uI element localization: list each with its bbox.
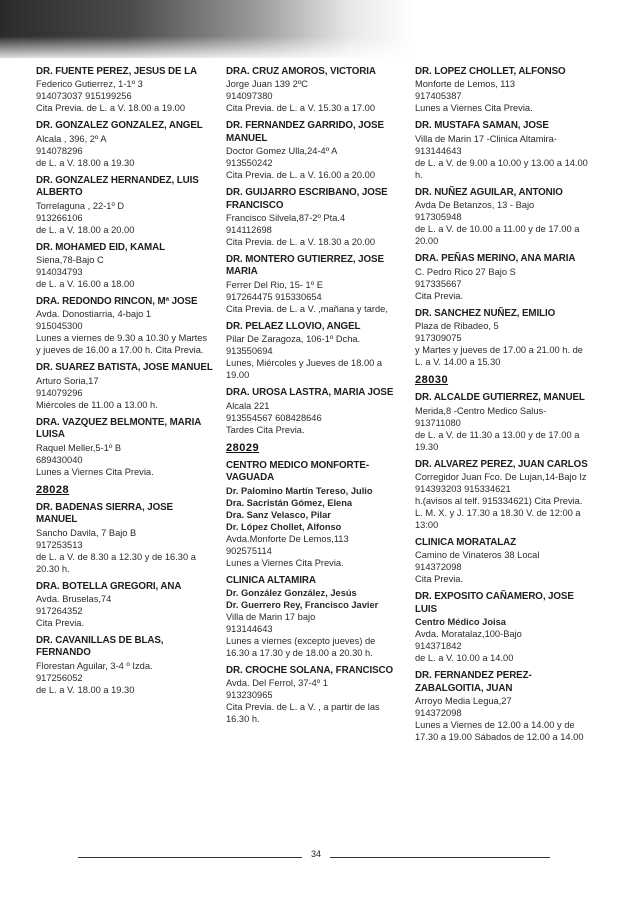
entry-detail-line: 913144643 — [226, 624, 273, 635]
entry-name: DRA. PEÑAS MERINO, ANA MARIA — [415, 253, 576, 265]
entry-name: DRA. VAZQUEZ BELMONTE, MARIA LUISA — [36, 416, 201, 441]
entry-detail-line: Ferrer Del Rio, 15- 1º E — [226, 279, 323, 290]
entry-detail-line: Jorge Juan 139 2ºC — [226, 79, 308, 90]
entry-detail-line: Avda. Bruselas,74 — [36, 594, 112, 605]
entry-detail-line: Avda. Donostiarria, 4-bajo 1 — [36, 309, 152, 320]
entry-detail-line: de L. a V. de 8.30 a 12.30 y de 16.30 a 20.30 h. — [36, 551, 196, 574]
entry-detail-line: 914079296 — [36, 387, 83, 398]
entry-doctor-line: Dr. Palomino Martín Tereso, Julio — [226, 485, 373, 496]
directory-entry — [36, 296, 214, 356]
entry-detail-line: Cita Previa. de L. a V. , a partir de las 16.30 h. — [226, 702, 380, 725]
directory-entry — [36, 417, 214, 478]
directory-entry — [415, 591, 590, 664]
directory-entry — [226, 254, 398, 315]
entry-detail-line: Federico Gutierrez, 1-1º 3 — [36, 79, 143, 90]
header-banner-fade — [0, 36, 638, 62]
directory-entry — [36, 581, 214, 629]
entry-detail-line: Corregidor Juan Fco. De Lujan,14-Bajo Iz — [415, 472, 587, 483]
entry-name: DR. ALCALDE GUTIERREZ, MANUEL — [415, 392, 585, 404]
entry-detail-line: Arroyo Media Legua,27 — [415, 696, 512, 707]
entry-detail-line: 914078296 — [36, 145, 83, 156]
entry-detail-line: 915045300 — [36, 321, 83, 332]
entry-detail-line: 914034793 — [36, 267, 83, 278]
entry-detail-line: Cita Previa. — [36, 618, 85, 629]
entry-doctor-line: Dra. Sanz Velasco, Pilar — [226, 509, 331, 520]
postal-code-heading: 28029 — [226, 441, 260, 454]
directory-entry — [36, 362, 214, 410]
entry-detail-line: de L. a V. de 10.00 a 11.00 y de 17.00 a 20.00 — [415, 224, 580, 247]
directory-entry — [36, 242, 214, 290]
page-number: 34 — [310, 849, 321, 859]
entry-detail-line: 917405387 — [415, 91, 462, 102]
entry-doctor-line: Dr. López Chollet, Alfonso — [226, 521, 342, 532]
directory-entry — [415, 120, 590, 180]
directory-entry — [415, 459, 590, 531]
entry-detail-line: 917305948 — [415, 212, 462, 223]
entry-detail-line: 913550242 — [226, 158, 273, 169]
entry-detail-line: Cita Previa. — [415, 574, 464, 585]
entry-detail-line: Lunes a Viernes Cita Previa. — [226, 557, 344, 568]
entry-detail-line: Siena,78-Bajo C — [36, 255, 104, 266]
entry-detail-line: Miércoles de 11.00 a 13.00 h. — [36, 399, 158, 410]
entry-detail-line: 914372098 — [415, 562, 462, 573]
directory-entry — [415, 537, 590, 585]
entry-name: DR. SANCHEZ NUÑEZ, EMILIO — [415, 307, 556, 319]
entry-detail-line: 913230965 — [226, 690, 273, 701]
entry-name: DR. MONTERO GUTIERREZ, JOSE MARIA — [226, 254, 384, 278]
entry-detail-line: Lunes a viernes (excepto jueves) de 16.30 a 17.30 y de 18.00 a 20.30 h. — [226, 636, 376, 659]
entry-detail-line: Avda. Del Ferrol, 37-4º 1 — [226, 678, 328, 689]
entry-name: DR. MUSTAFA SAMAN, JOSE — [415, 120, 549, 132]
entry-name: DRA. UROSA LASTRA, MARIA JOSE — [226, 387, 394, 399]
column-1 — [36, 66, 214, 702]
entry-name: DR. CAVANILLAS DE BLAS, FERNANDO — [36, 635, 164, 659]
entry-detail-line: Avda. Moratalaz,100-Bajo — [415, 629, 522, 640]
directory-entry — [226, 120, 398, 181]
entry-detail-line: Monforte de Lemos, 113 — [415, 79, 516, 90]
entry-detail-line: 914372098 — [415, 708, 462, 719]
entry-detail-line: 917256052 — [36, 672, 83, 683]
entry-detail-line: Doctor Gomez Ulla,24-4º A — [226, 146, 338, 157]
entry-name: DR. EXPOSITO CAÑAMERO, JOSE LUIS — [415, 591, 574, 615]
entry-name: DR. GONZALEZ GONZALEZ, ANGEL — [36, 120, 203, 132]
postal-code-heading: 28028 — [36, 483, 70, 496]
entry-detail-line: de L. a V. 18.00 a 19.30 — [36, 157, 135, 168]
entry-name: CLINICA ALTAMIRA — [226, 574, 316, 586]
entry-detail-line: 917264352 — [36, 606, 83, 617]
entry-name: DR. LOPEZ CHOLLET, ALFONSO — [415, 66, 566, 77]
directory-entry — [415, 308, 590, 368]
entry-detail-line: Lunes a Viernes Cita Previa. — [36, 466, 154, 477]
entry-detail-line: 913554567 608428646 — [226, 412, 322, 423]
entry-doctor-line: Dra. Sacristán Gómez, Elena — [226, 497, 353, 508]
entry-name: DR. GONZALEZ HERNANDEZ, LUIS ALBERTO — [36, 174, 199, 199]
entry-detail-line: 917264475 915330654 — [226, 291, 322, 302]
entry-detail-line: Plaza de Ribadeo, 5 — [415, 321, 499, 332]
entry-name: DR. SUAREZ BATISTA, JOSE MANUEL — [36, 362, 213, 374]
entry-name: DR. ALVAREZ PEREZ, JUAN CARLOS — [415, 458, 588, 470]
entry-name: DR. MOHAMED EID, KAMAL — [36, 241, 165, 253]
entry-detail-line: 914097380 — [226, 91, 273, 102]
directory-entry — [226, 575, 398, 659]
entry-detail-line: Lunes a Viernes Cita Previa. — [415, 103, 533, 114]
directory-entry — [415, 66, 590, 114]
entry-detail-line: 689430040 — [36, 454, 83, 465]
entry-detail-line: Alcala 221 — [226, 400, 270, 411]
entry-detail-line: Cita Previa. — [415, 290, 464, 301]
entry-detail-line: Cita Previa. de L. a V. 18.30 a 20.00 — [226, 237, 376, 248]
entry-detail-line: 913144643 — [415, 145, 462, 156]
directory-entry — [415, 670, 590, 743]
postal-code-heading: 28030 — [415, 374, 449, 387]
entry-name: DR. PELAEZ LLOVIO, ANGEL — [226, 320, 361, 332]
entry-detail-line: 914112698 — [226, 225, 272, 236]
entry-detail-line: 913550694 — [226, 346, 273, 357]
entry-detail-line: Villa de Marin 17 bajo — [226, 612, 316, 623]
entry-detail-line: 913266106 — [36, 212, 83, 223]
entry-detail-line: 914393203 915334621 — [415, 484, 511, 495]
entry-name: DR. NUÑEZ AGUILAR, ANTONIO — [415, 186, 563, 198]
entry-name: DR. CROCHE SOLANA, FRANCISCO — [226, 665, 394, 677]
column-3 — [415, 66, 590, 749]
entry-name: CENTRO MEDICO MONFORTE-VAGUADA — [226, 459, 370, 484]
entry-detail-line: Arturo Soria,17 — [36, 375, 99, 386]
directory-entry — [36, 502, 214, 575]
entry-detail-line: y Martes y jueves de 17.00 a 21.00 h. de L. a V. 14.00 a 15.30 — [415, 345, 583, 368]
entry-name: DR. BADENAS SIERRA, JOSE MANUEL — [36, 501, 173, 526]
entry-name: DR. FERNANDEZ GARRIDO, JOSE MANUEL — [226, 120, 384, 144]
directory-entry — [36, 635, 214, 696]
entry-detail-line: Cita Previa. de L. a V. 16.00 a 20.00 — [226, 170, 376, 181]
footer-rule-left — [78, 857, 302, 858]
entry-detail-line: Cita Previa. de L. a V. ,mañana y tarde, — [226, 303, 388, 314]
entry-detail-line: Lunes a viernes de 9.30 a 10.30 y Martes y jueves de 16.00 a 17.00 h. Cita Previa. — [36, 333, 208, 356]
column-2 — [226, 66, 398, 731]
entry-detail-line: 913711080 — [415, 417, 461, 428]
entry-detail-line: Avda.Monforte De Lemos,113 — [226, 533, 349, 544]
entry-doctor-line: Centro Médico Joisa — [415, 617, 506, 628]
entry-detail-line: Tardes Cita Previa. — [226, 424, 305, 435]
directory-entry — [226, 460, 398, 569]
entry-detail-line: Lunes a Viernes de 12.00 a 14.00 y de 17.30 a 19.00 Sábados de 12.00 a 14.00 — [415, 720, 584, 743]
directory-entry — [415, 392, 590, 452]
entry-detail-line: Lunes, Miércoles y Jueves de 18.00 a 19.00 — [226, 358, 383, 381]
entry-detail-line: de L. a V. 18.00 a 19.30 — [36, 684, 135, 695]
entry-name: DR. GUIJARRO ESCRIBANO, JOSE FRANCISCO — [226, 187, 388, 211]
entry-detail-line: Merida,8 -Centro Medico Salus- — [415, 405, 547, 416]
directory-entry — [36, 120, 214, 168]
entry-detail-line: Florestan Aguilar, 3-4 º Izda. — [36, 660, 153, 671]
entry-detail-line: 917309075 — [415, 333, 462, 344]
directory-entry — [226, 387, 398, 435]
entry-doctor-line: Dr. González González, Jesús — [226, 588, 357, 599]
entry-name: DR. FUENTE PEREZ, JESUS DE LA — [36, 66, 197, 77]
entry-doctor-line: Dr. Guerrero Rey, Francisco Javier — [226, 600, 379, 611]
entry-detail-line: Cita Previa. de L. a V. 15.30 a 17.00 — [226, 103, 376, 114]
directory-entry — [36, 66, 214, 114]
directory-entry — [226, 665, 398, 725]
entry-detail-line: Camino de Vinateros 38 Local — [415, 550, 540, 561]
entry-detail-line: 914073037 915199256 — [36, 91, 132, 102]
entry-detail-line: de L. a V. de 11.30 a 13.00 y de 17.00 a 19.30 — [415, 429, 580, 452]
entry-detail-line: de L. a V. 10.00 a 14.00 — [415, 653, 514, 664]
directory-entry — [415, 253, 590, 301]
entry-detail-line: de L. a V. 16.00 a 18.00 — [36, 279, 135, 290]
entry-name: CLINICA MORATALAZ — [415, 537, 516, 549]
entry-detail-line: Cita Previa. de L. a V. 18.00 a 19.00 — [36, 103, 186, 114]
entry-detail-line: de L. a V. de 9.00 a 10.00 y 13.00 a 14.00 h. — [415, 157, 588, 180]
entry-detail-line: h.(avisos al telf. 915334621) Cita Previa. — [415, 496, 583, 507]
entry-detail-line: C. Pedro Rico 27 Bajo S — [415, 266, 516, 277]
entry-detail-line: 917335667 — [415, 278, 462, 289]
entry-detail-line: L. M. X. y J. 17.30 a 18.30 V. de 12:00 a 13:00 — [415, 508, 581, 531]
entry-detail-line: 902575114 — [226, 545, 272, 556]
entry-detail-line: 917253513 — [36, 539, 83, 550]
entry-name: DRA. BOTELLA GREGORI, ANA — [36, 580, 182, 592]
entry-detail-line: Torrelaguna , 22-1º D — [36, 200, 125, 211]
entry-detail-line: Raquel Meller,5-1º B — [36, 442, 122, 453]
entry-name: DRA. CRUZ AMOROS, VICTORIA — [226, 66, 376, 77]
entry-detail-line: Francisco Silvela,87-2º Pta.4 — [226, 213, 346, 224]
entry-detail-line: Alcala , 396, 2º A — [36, 133, 107, 144]
entry-detail-line: de L. a V. 18.00 a 20.00 — [36, 224, 135, 235]
directory-entry — [226, 66, 398, 114]
directory-entry — [415, 187, 590, 247]
entry-detail-line: Avda De Betanzos, 13 - Bajo — [415, 200, 535, 211]
entry-detail-line: Villa de Marin 17 -Clinica Altamira- — [415, 133, 557, 144]
entry-name: DR. FERNANDEZ PEREZ-ZABALGOITIA, JUAN — [415, 670, 532, 694]
footer-rule-right — [330, 857, 550, 858]
entry-name: DRA. REDONDO RINCON, Mª JOSE — [36, 296, 198, 308]
entry-detail-line: Sancho Davila, 7 Bajo B — [36, 527, 137, 538]
directory-entry — [226, 321, 398, 381]
directory-entry — [36, 175, 214, 236]
directory-entry — [226, 187, 398, 248]
entry-detail-line: Pilar De Zaragoza, 106-1º Dcha. — [226, 334, 361, 345]
entry-detail-line: 914371842 — [415, 641, 462, 652]
